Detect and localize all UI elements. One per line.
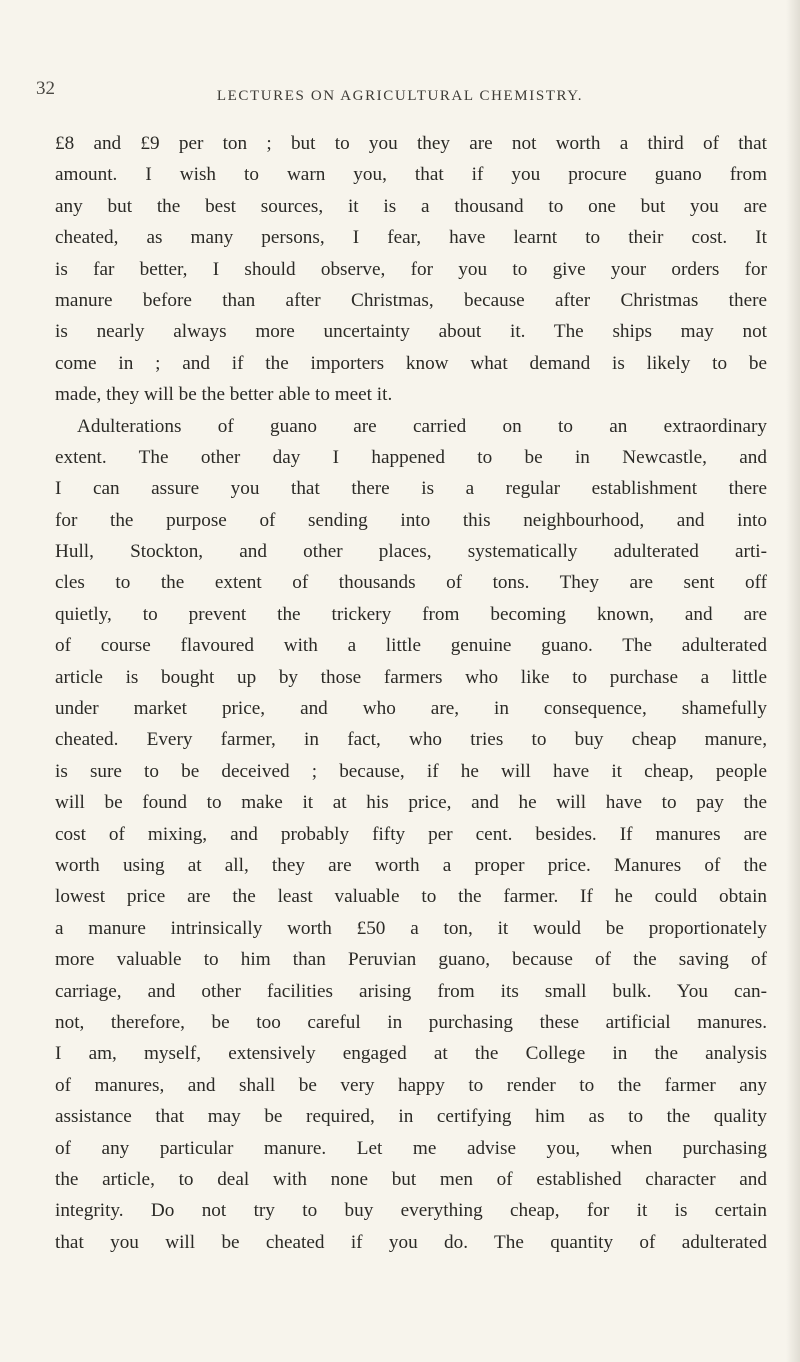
text-line: is sure to be deceived ; because, if he will have it cheap, people [55,760,767,782]
text-line: is far better, I should observe, for you to give your orders for [55,258,767,280]
text-line: extent. The other day I happened to be in Newcastle, and [55,446,767,468]
text-line: quietly, to prevent the trickery from becoming known, and are [55,603,767,625]
text-line: the article, to deal with none but men of established character and [55,1168,767,1190]
text-line: carriage, and other facilities arising from its small bulk. You can- [55,980,767,1002]
text-line: will be found to make it at his price, and he will have to pay the [55,792,767,814]
text-line: that you will be cheated if you do. The quantity of adulterated [55,1231,767,1253]
text-line: cheated, as many persons, I fear, have learnt to their cost. It [55,227,767,249]
text-line: Adulterations of guano are carried on to an extraordinary [77,415,767,437]
text-line: any but the best sources, it is a thousand to one but you are [55,195,767,217]
text-line: not, therefore, be too careful in purchasing these artificial manures. [55,1011,767,1033]
text-line: cles to the extent of thousands of tons. They are sent off [55,572,767,594]
running-head: LECTURES ON AGRICULTURAL CHEMISTRY. [216,88,584,104]
text-line: £8 and £9 per ton ; but to you they are not worth a third of that [55,133,767,154]
text-line: amount. I wish to warn you, that if you procure guano from [55,164,767,186]
text-line: come in ; and if the importers know what demand is likely to be [55,352,767,374]
text-line: cost of mixing, and probably fifty per cent. besides. If manures are [55,823,767,845]
text-line: article is bought up by those farmers who like to purchase a little [55,666,767,688]
text-line: of manures, and shall be very happy to render to the farmer any [55,1074,767,1096]
text-line: I can assure you that there is a regular establishment there [55,478,767,500]
text-line: worth using at all, they are worth a proper price. Manures of the [55,854,767,876]
text-line: a manure intrinsically worth £50 a ton, it would be proportionately [55,917,767,939]
body-text [55,128,767,1258]
text-line: made, they will be the better able to meet it. [55,384,393,406]
text-line: of any particular manure. Let me advise you, when purchasing [55,1137,767,1159]
page-number: 32 [36,78,55,99]
text-line: manure before than after Christmas, because after Christmas there [55,289,767,311]
text-line: lowest price are the least valuable to the farmer. If he could obtain [55,886,767,908]
text-line: for the purpose of sending into this neighbourhood, and into [55,509,767,531]
text-line: more valuable to him than Peruvian guano, because of the saving of [55,949,767,971]
text-line: integrity. Do not try to buy everything cheap, for it is certain [55,1200,767,1222]
text-line: cheated. Every farmer, in fact, who tries to buy cheap manure, [55,729,767,751]
text-line: Hull, Stockton, and other places, systematically adulterated arti- [55,541,767,563]
text-line: I am, myself, extensively engaged at the College in the analysis [55,1043,767,1065]
text-line: of course flavoured with a little genuine guano. The adulterated [55,635,767,657]
text-line: is nearly always more uncertainty about it. The ships may not [55,321,767,343]
page-edge-shadow [786,0,800,1362]
text-line: assistance that may be required, in certifying him as to the quality [55,1106,767,1128]
text-line: under market price, and who are, in consequence, shamefully [55,698,767,720]
